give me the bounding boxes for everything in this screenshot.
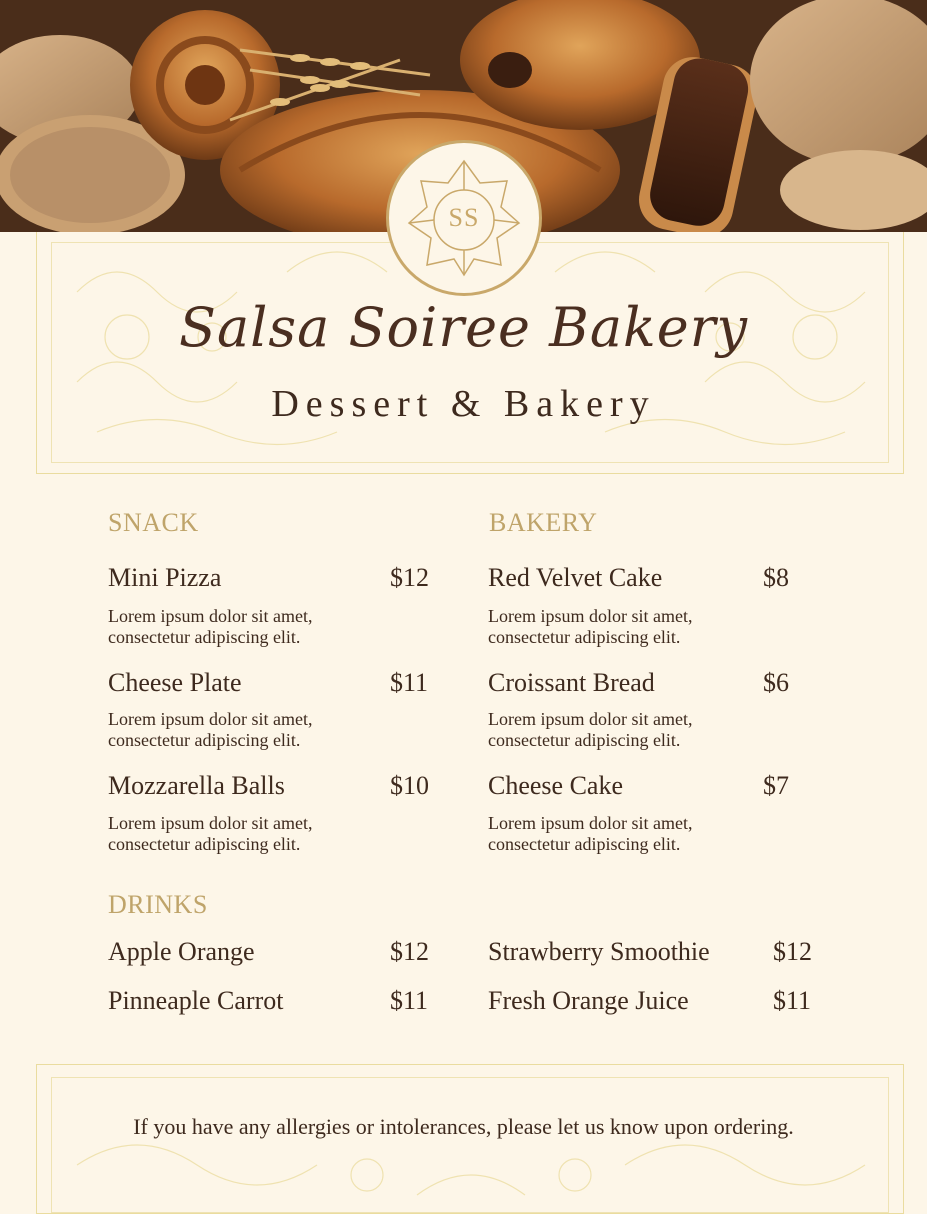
section-title-bakery: BAKERY [489,508,598,537]
menu-item-name: Mozzarella Balls [108,771,285,800]
menu-item-price: $12 [390,563,429,592]
bakery-logo [386,140,542,296]
section-title-drinks: DRINKS [108,890,208,919]
menu-item-price: $11 [390,986,429,1015]
menu-item-name: Cheese Cake [488,771,624,800]
bakery-subtitle: Dessert & Bakery [271,383,656,425]
menu-item-price: $7 [763,771,789,800]
menu-item-description: Lorem ipsum dolor sit amet, consectetur adipiscing elit. [488,709,693,750]
menu-item-price: $6 [763,668,789,697]
bakery-title: Salsa Soiree Bakery [178,296,749,359]
menu-item-name: Red Velvet Cake [488,563,663,592]
menu-item-price: $8 [763,563,789,592]
section-title-snack: SNACK [108,508,199,537]
menu-item-name: Strawberry Smoothie [488,937,710,966]
menu-item-price: $10 [390,771,429,800]
logo-initials: SS [448,203,480,232]
menu-item-description: Lorem ipsum dolor sit amet, consectetur adipiscing elit. [488,606,693,647]
menu-item-description: Lorem ipsum dolor sit amet, consectetur adipiscing elit. [488,813,693,854]
menu-item-price: $12 [390,937,429,966]
menu-item-name: Croissant Bread [488,668,655,697]
menu-item-description: Lorem ipsum dolor sit amet, consectetur adipiscing elit. [108,709,313,750]
menu-item-name: Pinneaple Carrot [108,986,284,1015]
menu-item-price: $11 [773,986,812,1015]
menu-item-name: Apple Orange [108,937,255,966]
menu-item-price: $12 [773,937,812,966]
menu-item-description: Lorem ipsum dolor sit amet, consectetur adipiscing elit. [108,813,313,854]
menu-item-description: Lorem ipsum dolor sit amet, consectetur adipiscing elit. [108,606,313,647]
menu-item-name: Fresh Orange Juice [488,986,689,1015]
menu-item-name: Cheese Plate [108,668,242,697]
menu-item-price: $11 [390,668,429,697]
allergy-note: If you have any allergies or intolerances, please let us know upon ordering. [133,1114,794,1139]
menu-item-name: Mini Pizza [108,563,222,592]
